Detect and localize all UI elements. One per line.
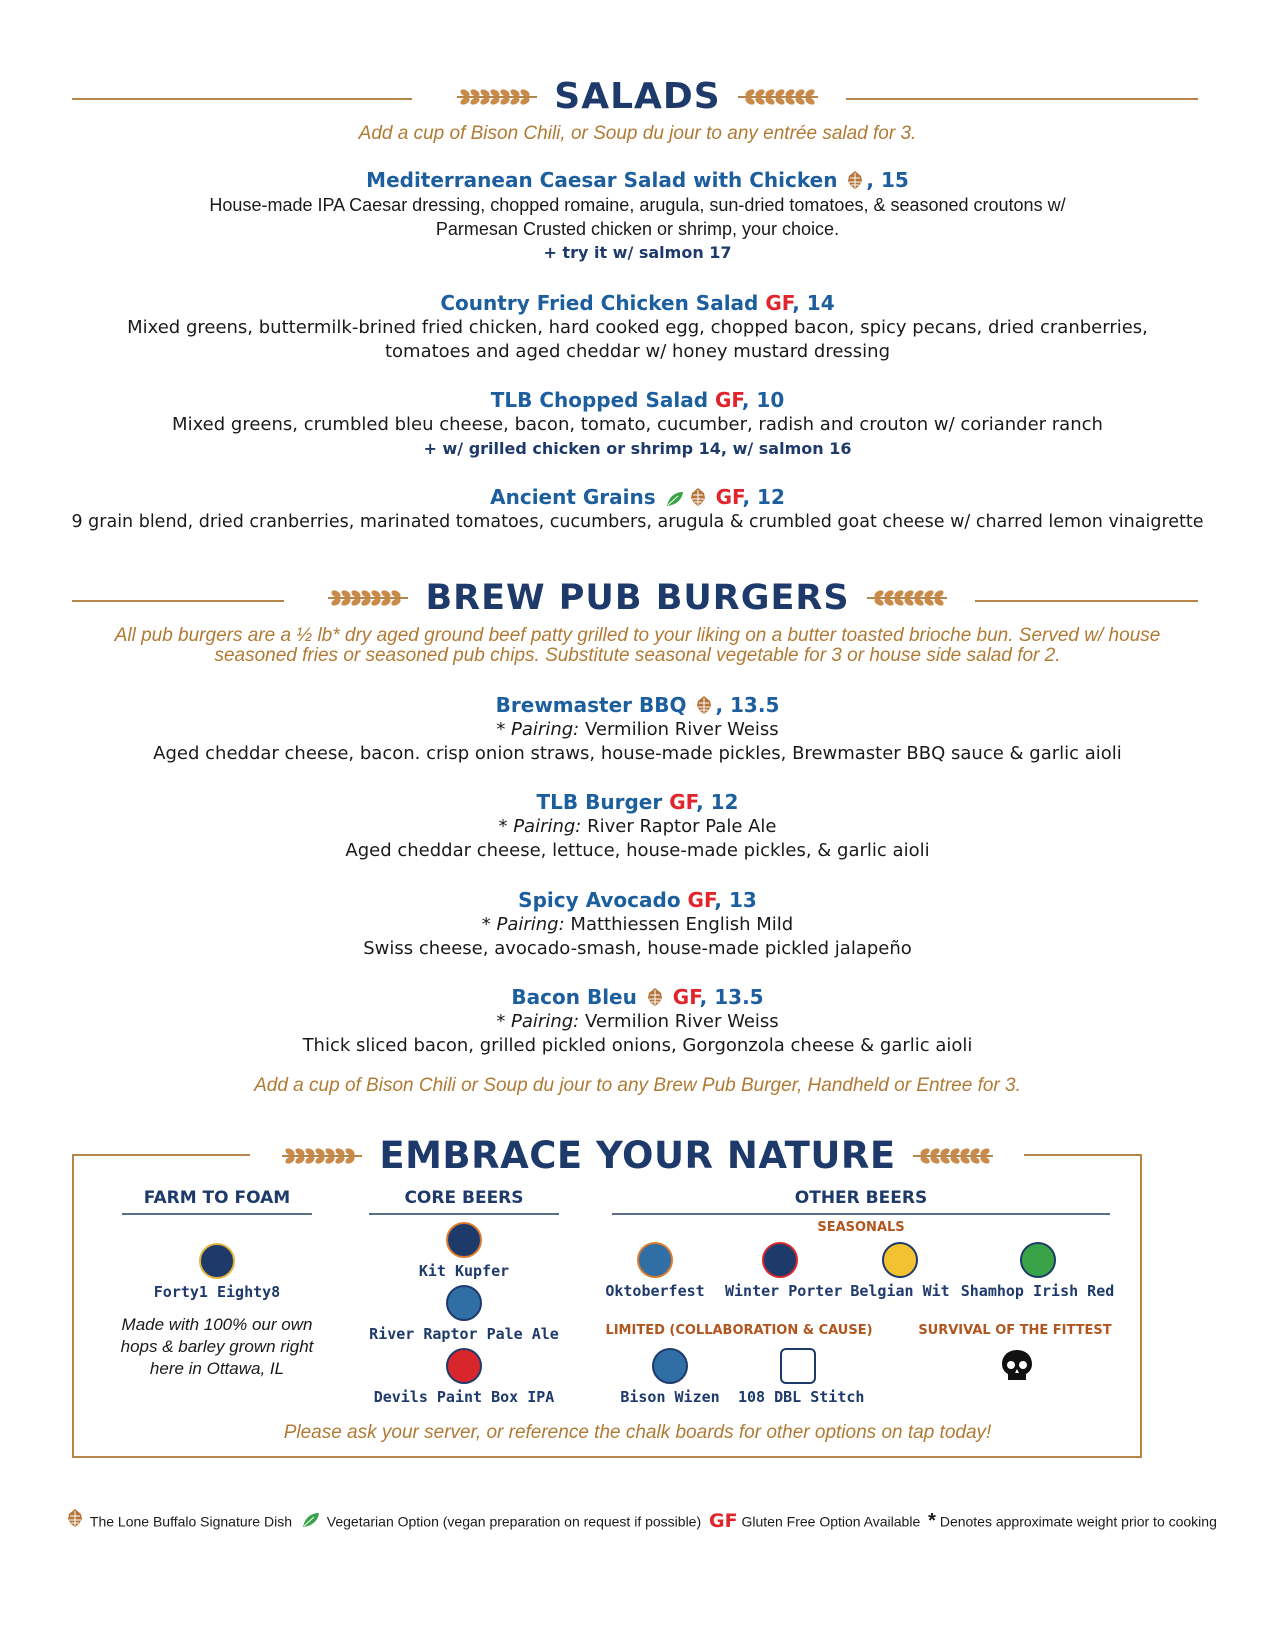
item-desc: 9 grain blend, dried cranberries, marinated tomatoes, cucumbers, arugula & crumbled goat cheese w/ charred lemon vinaigrette (71, 512, 1204, 532)
item-name: Spicy Avocado (518, 888, 681, 912)
pairing-beer: Vermilion River Weiss (584, 1011, 779, 1032)
beer-logo (652, 1348, 688, 1384)
beer-kit-kupfer (374, 1222, 554, 1280)
item-name: TLB Chopped Salad (490, 388, 709, 412)
item-extra: + w/ grilled chicken or shrimp 14, w/ salmon 16 (423, 439, 852, 458)
item-desc: Thick sliced bacon, grilled pickled onions, Gorgonzola cheese & garlic aioli (302, 1035, 973, 1056)
beer-name: Winter Porter (725, 1282, 843, 1300)
beer-logo (446, 1285, 482, 1321)
item-name: Brewmaster BBQ (495, 693, 687, 717)
item-price: , 14 (792, 291, 835, 315)
beer-name: 108 DBL Stitch (738, 1388, 865, 1406)
item-price: , 13 (714, 888, 757, 912)
item-price: , 13.5 (715, 693, 780, 717)
gf-badge: GF (669, 790, 697, 814)
leaf-icon (302, 1512, 320, 1528)
gf-badge: GF (687, 888, 715, 912)
item-pairing (40, 718, 1235, 742)
pairing-label: * Pairing: (496, 719, 580, 740)
farm-heading: FARM TO FOAM (143, 1188, 291, 1208)
item-desc: Mixed greens, buttermilk-brined fried chicken, hard cooked egg, chopped bacon, spicy pecans, dried cranberries, (127, 317, 1148, 338)
beer-name: River Raptor Pale Ale (369, 1325, 559, 1343)
item-desc: Swiss cheese, avocado-smash, house-made pickled jalapeño (363, 938, 912, 959)
survival-label: SURVIVAL OF THE FITTEST (918, 1323, 1112, 1338)
farm-desc-line: hops & barley grown right (120, 1337, 314, 1356)
item-price: , 13.5 (699, 985, 764, 1009)
beer-logo (1020, 1242, 1056, 1278)
hop-icon (646, 987, 664, 1007)
salad-item (40, 484, 1235, 534)
item-name: Ancient Grains (490, 485, 656, 509)
gf-badge: GF (765, 291, 793, 315)
beer-name: Belgian Wit (850, 1282, 950, 1300)
beer-logo (446, 1348, 482, 1384)
item-name: Country Fried Chicken Salad (440, 291, 759, 315)
nature-title: EMBRACE YOUR NATURE (379, 1134, 896, 1177)
salads-note: Add a cup of Bison Chili, or Soup du jour to any entrée salad for 3. (358, 123, 917, 144)
pairing-beer: Matthiessen English Mild (570, 914, 794, 935)
gf-badge: GF (715, 485, 743, 509)
item-name: TLB Burger (536, 790, 663, 814)
item-price: , 15 (866, 168, 909, 192)
beer-name: Forty1 Eighty8 (153, 1283, 281, 1301)
legend (64, 1508, 1217, 1533)
pairing-beer: Vermilion River Weiss (584, 719, 779, 740)
gf-badge: GF (714, 388, 742, 412)
wheat-icon (736, 86, 820, 108)
farm-desc-line: here in Ottawa, IL (149, 1359, 285, 1378)
beer-108-dbl-stitch (738, 1348, 865, 1406)
legend-gf-badge: GF (709, 1510, 738, 1533)
burgers-header (0, 578, 1275, 618)
beer-logo (199, 1243, 235, 1279)
item-pairing (40, 1010, 1235, 1034)
burger-item (40, 887, 1235, 961)
beer-name: Oktoberfest (605, 1282, 705, 1300)
beer-shamhop (960, 1242, 1115, 1300)
item-name: Mediterranean Caesar Salad with Chicken (366, 168, 838, 192)
beer-name: Shamhop Irish Red (960, 1282, 1115, 1300)
limited-label: LIMITED (COLLABORATION & CAUSE) (605, 1323, 873, 1338)
beer-winter-porter (725, 1242, 843, 1300)
item-desc: tomatoes and aged cheddar w/ honey mustard dressing (384, 341, 891, 362)
item-desc: Parmesan Crusted chicken or shrimp, your choice. (435, 219, 840, 239)
burgers-note: All pub burgers are a ½ lb* dry aged ground beef patty grilled to your liking on a butter toasted brioche bun. Served w/ house (114, 625, 1161, 646)
farm-desc (107, 1314, 327, 1380)
beer-oktoberfest (600, 1242, 710, 1300)
beer-river-raptor (364, 1285, 564, 1343)
beer-forty1-eighty8 (117, 1243, 317, 1301)
hop-icon (66, 1508, 84, 1528)
beer-logo (446, 1222, 482, 1258)
beer-logo (780, 1348, 816, 1384)
beer-devils-paint-box (364, 1348, 564, 1406)
wheat-icon (326, 587, 410, 609)
beer-logo (637, 1242, 673, 1278)
item-desc: Aged cheddar cheese, bacon. crisp onion straws, house-made pickles, Brewmaster BBQ sauce & garlic aioli (153, 743, 1122, 764)
hop-icon (689, 487, 707, 507)
pairing-beer: River Raptor Pale Ale (587, 816, 777, 837)
item-desc: Mixed greens, crumbled bleu cheese, bacon, tomato, cucumber, radish and crouton w/ coriander ranch (172, 414, 1103, 435)
beer-bison-wizen (615, 1348, 725, 1406)
pairing-label: * Pairing: (481, 914, 565, 935)
burgers-title: BREW PUB BURGERS (425, 578, 850, 618)
pairing-label: * Pairing: (498, 816, 582, 837)
item-extra: + try it w/ salmon 17 (543, 243, 732, 262)
legend-gf: Gluten Free Option Available (741, 1513, 921, 1530)
beer-logo (762, 1242, 798, 1278)
legend-signature: The Lone Buffalo Signature Dish (89, 1513, 292, 1530)
salads-title: SALADS (554, 76, 721, 117)
legend-veg: Vegetarian Option (vegan preparation on request if possible) (326, 1513, 702, 1530)
item-price: , 12 (696, 790, 739, 814)
burgers-footer-note: Add a cup of Bison Chili or Soup du jour to any Brew Pub Burger, Handheld or Entree for 3. (254, 1075, 1021, 1096)
item-pairing (40, 913, 1235, 937)
item-desc: House-made IPA Caesar dressing, chopped romaine, arugula, sun-dried tomatoes, & seasoned croutons w/ (209, 195, 1066, 215)
salads-header (0, 76, 1275, 117)
other-heading: OTHER BEERS (794, 1188, 928, 1208)
burgers-note: seasoned fries or seasoned pub chips. Substitute seasonal vegetable for 3 or house side salad for 2. (214, 645, 1061, 666)
skull-icon (999, 1348, 1035, 1384)
beer-logo (882, 1242, 918, 1278)
salad-item (40, 167, 1235, 265)
seasonals-label: SEASONALS (817, 1220, 905, 1235)
nature-header (0, 1134, 1275, 1177)
beer-name: Devils Paint Box IPA (373, 1388, 555, 1406)
beer-name: Kit Kupfer (418, 1262, 510, 1280)
item-price: , 12 (742, 485, 785, 509)
hop-icon (695, 695, 713, 715)
gf-badge: GF (672, 985, 700, 1009)
item-pairing (40, 815, 1235, 839)
salad-item (40, 290, 1235, 364)
item-desc: Aged cheddar cheese, lettuce, house-made pickles, & garlic aioli (345, 840, 930, 861)
salad-item (40, 387, 1235, 461)
beer-name: Bison Wizen (620, 1388, 720, 1406)
core-heading: CORE BEERS (404, 1188, 524, 1208)
item-price: , 10 (741, 388, 785, 412)
wheat-icon (865, 587, 949, 609)
wheat-icon (911, 1145, 995, 1167)
wheat-icon (455, 86, 539, 108)
farm-desc-line: Made with 100% our own (121, 1315, 313, 1334)
legend-star-text: Denotes approximate weight prior to cooking (939, 1513, 1217, 1530)
burger-item (40, 984, 1235, 1058)
nature-footer: Please ask your server, or reference the chalk boards for other options on tap today! (283, 1422, 992, 1443)
beer-belgian-wit (845, 1242, 955, 1300)
item-name: Bacon Bleu (511, 985, 637, 1009)
leaf-icon (666, 491, 684, 507)
legend-star: * (928, 1509, 936, 1532)
pairing-label: * Pairing: (496, 1011, 580, 1032)
burger-item (40, 692, 1235, 766)
hop-icon (846, 170, 864, 190)
wheat-icon (280, 1145, 364, 1167)
burger-item (40, 789, 1235, 863)
